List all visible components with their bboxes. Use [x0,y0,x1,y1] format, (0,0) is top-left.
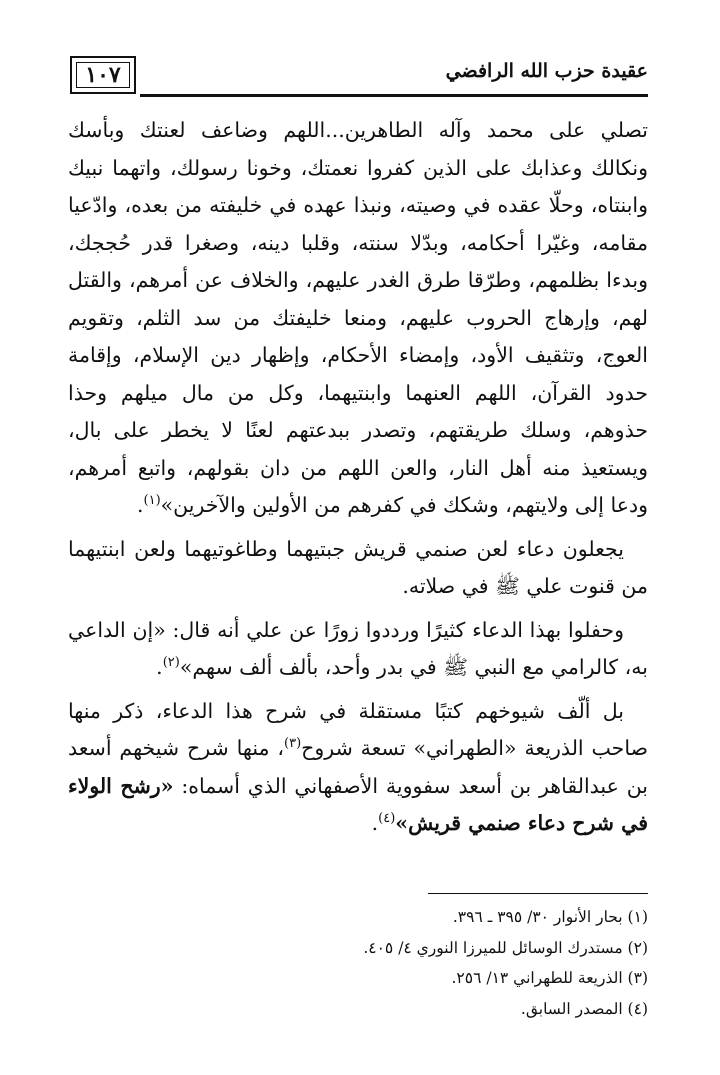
footnote-2: (٢) مستدرك الوسائل للميرزا النوري ٤/ ٤٠٥. [363,938,648,957]
page-number-box [70,56,136,94]
paragraph-2-text: يجعلون دعاء لعن صنمي قريش جبتيهما وطاغوتيهما ولعن ابنتيهما من قنوت علي ﷺ في صلاته. [68,536,648,598]
footnotes [70,902,648,1024]
paragraph-3-end: . [156,655,163,679]
paragraph-1: تصلي على محمد وآله الطاهرين...اللهم وضاعف لعنتك وبأسك ونكالك وعذابك على الذين كفروا نعمتك، وخونا رسولك، واتهما نبيك وابنتاه، وحلّا عقده في وصيته، ونبذا عهده في خليفته من بعده، وادّعيا مقامه، وغيّرا أحكامه، وبدّلا سنته، وقلبا دينه، وصغرا قدر حُججك، وبدءا بظلمهم، وطرّقا طرق الغدر عليهم، والخلاف عن أمرهم، والقتل لهم، وإرهاج الحروب عليهم، ومنعا خليفتك من سد الثلم، وتقويم العوج، وتثقيف الأود، وإمضاء الأحكام، وإظهار دين الإسلام، وإقامة حدود القرآن، اللهم العنهما وابنتيهما، وكل من مال ميلهم وحذا حذوهم، وسلك طريقتهم، وتصدر ببدعتهم لعنًا لا يخطر على بال، ويستعيذ منه أهل النار، والعن اللهم من دان بقولهم، واتبع أمرهم، ودعا إلى ولايتهم، وشكك في كفرهم من الأولين والآخرين»$^{(١)}$. [68,118,648,517]
footnote-ref-1: (١) [143,493,161,509]
paragraph-4-text-b: ، منها شرح شيخهم أسعد بن عبدالقاهر بن أسعد سفووية الأصفهاني الذي أسماه: [68,736,649,798]
footnote-3: (٣) الذريعة للطهراني ١٣/ ٢٥٦. [451,969,648,987]
paragraph-2 [68,531,648,606]
footnote-ref-2: (٢) [162,655,180,671]
paragraph-4-text-a: بل ألّف شيوخهم كتبًا مستقلة في شرح هذا الدعاء، ذكر منها صاحب الذريعة «الطهراني» تسعة شروح [68,698,648,760]
page-number: ١٠٧ [85,62,121,88]
paragraph-1-text: تصلي على محمد وآله الطاهرين...اللهم وضاعف لعنتك وبأسك ونكالك وعذابك على الذين كفروا نعمتك، وخونا رسولك، واتهما نبيك وابنتاه، وحلّا عقده في وصيته، ونبذا عهده في خليفته من بعده، وادّعيا مقامه، وغيّرا أحكامه، وبدّلا سنته، وقلبا دينه، وصغرا قدر حُججك، وبدءا بظلمهم، وطرّقا طرق الغدر عليهم، والخلاف عن أمرهم، والقتل لهم، وإرهاج الحروب عليهم، ومنعا خليفتك من سد الثلم، وتقويم العوج، وتثقيف الأود، وإمضاء الأحكام، وإظهار دين الإسلام، وإقامة حدود القرآن، اللهم العنهما وابنتيهما، وكل من مال ميلهم وحذا حذوهم، وسلك طريقتهم، وتصدر ببدعتهم لعنًا لا يخطر على بال، ويستعيذ منه أهل النار، والعن اللهم من دان بقولهم، واتبع أمرهم، ودعا إلى ولايتهم، وشكك في كفرهم من الأولين والآخرين» [68,118,648,517]
footnote-1: (١) بحار الأنوار ٣٠/ ٣٩٥ ـ ٣٩٦. [452,908,648,926]
paragraph-4-end: . [371,811,379,835]
footnote-ref-4: (٤) [378,811,396,827]
footnote-4: (٤) المصدر السابق. [520,999,648,1018]
running-title: عقيدة حزب الله الرافضي [445,60,648,82]
book-title: «رشح الولاء في شرح دعاء صنمي قريش» [68,773,648,835]
paragraph-3-text: وحفلوا بهذا الدعاء كثيرًا ورددوا زورًا عن علي أنه قال: «إن الداعي به، كالرامي مع النبي ﷺ في بدر وأحد، بألف ألف سهم» [68,617,648,679]
footnote-separator [428,893,648,894]
header-rule [140,94,648,97]
paragraph-4 [68,693,648,843]
page-header [70,56,648,102]
main-text [68,112,648,843]
footnote-ref-3: (٣) [284,736,302,752]
paragraph-3 [68,612,648,687]
